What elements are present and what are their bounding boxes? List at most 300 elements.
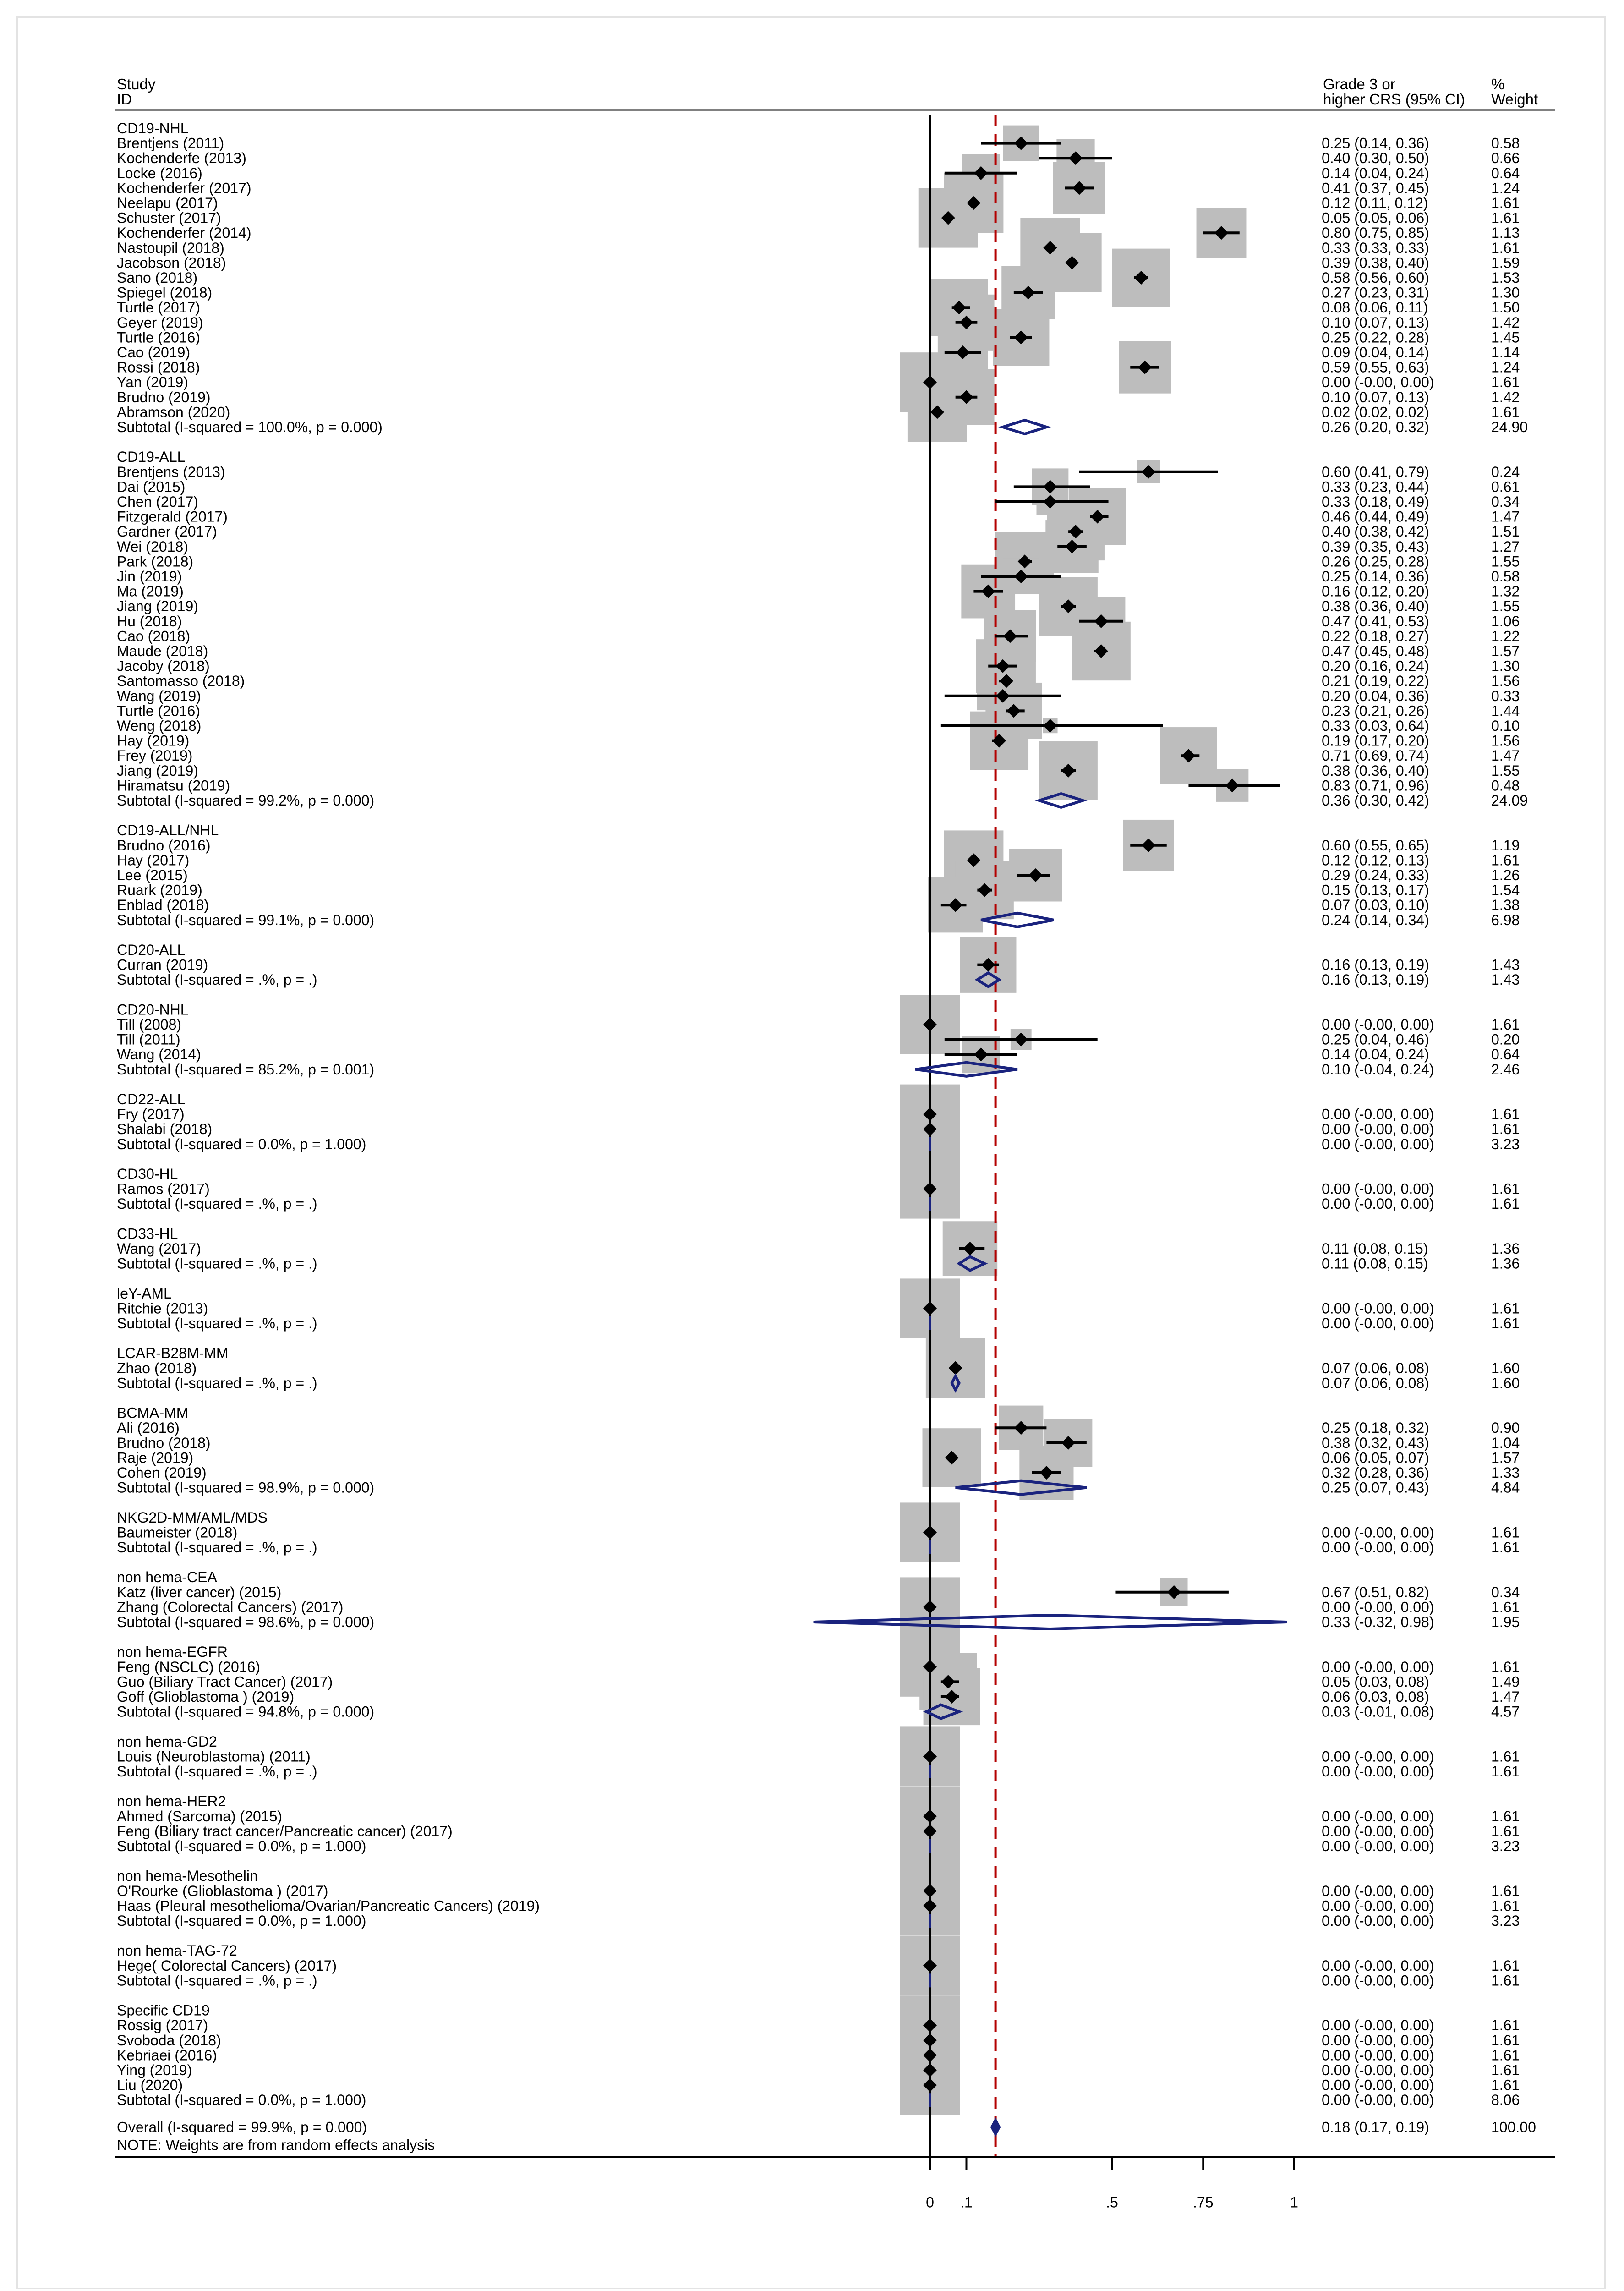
study-label: Hege( Colorectal Cancers) (2017) xyxy=(117,1957,337,1974)
study-weight: 1.45 xyxy=(1491,329,1520,346)
study-ci: 0.10 (0.07, 0.13) xyxy=(1322,389,1429,406)
study-label: Jiang (2019) xyxy=(117,598,198,615)
subtotal-weight: 1.43 xyxy=(1491,971,1520,988)
study-ci: 0.12 (0.12, 0.13) xyxy=(1322,852,1429,869)
study-label: Weng (2018) xyxy=(117,718,202,734)
study-ci: 0.00 (-0.00, 0.00) xyxy=(1322,374,1434,391)
study-label: Wei (2018) xyxy=(117,538,188,555)
study-ci: 0.60 (0.55, 0.65) xyxy=(1322,837,1429,854)
study-ci: 0.05 (0.03, 0.08) xyxy=(1322,1673,1429,1690)
group-heading: non hema-EGFR xyxy=(117,1644,228,1661)
study-label: Raje (2019) xyxy=(117,1449,194,1466)
study-label: Fry (2017) xyxy=(117,1106,185,1123)
study-label: Schuster (2017) xyxy=(117,209,221,226)
subtotal-weight: 24.90 xyxy=(1491,419,1528,435)
x-tick-label: 0 xyxy=(926,2194,934,2211)
study-ci: 0.00 (-0.00, 0.00) xyxy=(1322,1882,1434,1899)
study-ci: 0.32 (0.28, 0.36) xyxy=(1322,1464,1429,1481)
subtotal-ci: 0.03 (-0.01, 0.08) xyxy=(1322,1703,1434,1720)
study-ci: 0.47 (0.41, 0.53) xyxy=(1322,613,1429,630)
subtotal-label: Subtotal (I-squared = .%, p = .) xyxy=(117,1763,317,1780)
study-label: Goff (Glioblastoma ) (2019) xyxy=(117,1688,295,1705)
group-heading: BCMA-MM xyxy=(117,1404,189,1421)
study-label: Ritchie (2013) xyxy=(117,1300,208,1317)
subtotal-weight: 4.84 xyxy=(1491,1479,1520,1496)
study-ci: 0.15 (0.13, 0.17) xyxy=(1322,882,1429,899)
subtotal-label: Subtotal (I-squared = 98.9%, p = 0.000) xyxy=(117,1479,375,1496)
study-weight: 1.61 xyxy=(1491,1658,1520,1675)
study-ci: 0.00 (-0.00, 0.00) xyxy=(1322,2032,1434,2049)
header-effect-label-2: higher CRS (95% CI) xyxy=(1323,91,1465,108)
study-ci: 0.80 (0.75, 0.85) xyxy=(1322,225,1429,241)
subtotal-ci: 0.10 (-0.04, 0.24) xyxy=(1322,1061,1434,1078)
study-label: Frey (2019) xyxy=(117,747,193,764)
study-ci: 0.38 (0.36, 0.40) xyxy=(1322,598,1429,615)
study-weight: 1.54 xyxy=(1491,882,1520,899)
subtotal-ci: 0.00 (-0.00, 0.00) xyxy=(1322,1763,1434,1780)
study-weight: 1.57 xyxy=(1491,643,1520,659)
subtotal-label: Subtotal (I-squared = .%, p = .) xyxy=(117,971,317,988)
study-weight: 1.61 xyxy=(1491,2077,1520,2094)
study-weight: 0.61 xyxy=(1491,478,1520,495)
study-label: Kebriaei (2016) xyxy=(117,2047,217,2064)
study-label: Chen (2017) xyxy=(117,493,198,510)
study-ci: 0.00 (-0.00, 0.00) xyxy=(1322,1748,1434,1765)
study-ci: 0.00 (-0.00, 0.00) xyxy=(1322,1180,1434,1197)
study-label: Rossig (2017) xyxy=(117,2017,208,2034)
study-weight: 1.59 xyxy=(1491,254,1520,271)
study-weight: 1.61 xyxy=(1491,1121,1520,1138)
study-ci: 0.07 (0.06, 0.08) xyxy=(1322,1359,1429,1376)
subtotal-weight: 3.23 xyxy=(1491,1913,1520,1929)
subtotal-weight: 3.23 xyxy=(1491,1135,1520,1152)
subtotal-ci: 0.00 (-0.00, 0.00) xyxy=(1322,1972,1434,1989)
study-label: Abramson (2020) xyxy=(117,404,230,421)
study-ci: 0.39 (0.35, 0.43) xyxy=(1322,538,1429,555)
subtotal-weight: 24.09 xyxy=(1491,792,1528,809)
subtotal-ci: 0.25 (0.07, 0.43) xyxy=(1322,1479,1429,1496)
study-ci: 0.46 (0.44, 0.49) xyxy=(1322,508,1429,525)
study-label: Ruark (2019) xyxy=(117,882,202,899)
study-weight: 1.61 xyxy=(1491,1016,1520,1033)
study-weight: 1.61 xyxy=(1491,239,1520,256)
overall-label: Overall (I-squared = 99.9%, p = 0.000) xyxy=(117,2119,367,2136)
study-weight: 1.36 xyxy=(1491,1240,1520,1257)
group-heading: CD20-NHL xyxy=(117,1001,189,1018)
study-label: Rossi (2018) xyxy=(117,359,200,376)
study-weight: 1.47 xyxy=(1491,747,1520,764)
study-weight: 1.61 xyxy=(1491,195,1520,211)
study-weight: 1.32 xyxy=(1491,583,1520,600)
study-label: Jin (2019) xyxy=(117,568,182,585)
study-label: Brentjens (2013) xyxy=(117,463,225,480)
study-weight: 1.42 xyxy=(1491,389,1520,406)
study-weight: 1.14 xyxy=(1491,344,1520,361)
study-label: Turtle (2016) xyxy=(117,329,200,346)
study-weight: 1.13 xyxy=(1491,225,1520,241)
subtotal-label: Subtotal (I-squared = 98.6%, p = 0.000) xyxy=(117,1614,375,1630)
study-ci: 0.33 (0.33, 0.33) xyxy=(1322,239,1429,256)
subtotal-label: Subtotal (I-squared = 99.1%, p = 0.000) xyxy=(117,911,375,928)
study-ci: 0.00 (-0.00, 0.00) xyxy=(1322,1957,1434,1974)
study-ci: 0.12 (0.11, 0.12) xyxy=(1322,195,1428,211)
study-label: Geyer (2019) xyxy=(117,314,203,331)
group-heading: non hema-Mesothelin xyxy=(117,1868,258,1885)
header-study-label: Study xyxy=(117,76,156,93)
subtotal-diamond xyxy=(814,1615,1287,1629)
header xyxy=(117,76,1538,108)
overall-weight: 100.00 xyxy=(1491,2119,1536,2136)
study-ci: 0.00 (-0.00, 0.00) xyxy=(1322,2062,1434,2078)
group-heading: leY-AML xyxy=(117,1285,172,1302)
study-ci: 0.27 (0.23, 0.31) xyxy=(1322,284,1429,301)
study-weight: 0.58 xyxy=(1491,135,1520,152)
study-ci: 0.00 (-0.00, 0.00) xyxy=(1322,1897,1434,1914)
study-ci: 0.16 (0.12, 0.20) xyxy=(1322,583,1429,600)
study-ci: 0.00 (-0.00, 0.00) xyxy=(1322,1106,1434,1123)
study-weight: 1.43 xyxy=(1491,956,1520,973)
study-weight: 1.26 xyxy=(1491,867,1520,883)
study-ci: 0.00 (-0.00, 0.00) xyxy=(1322,1016,1434,1033)
study-ci: 0.59 (0.55, 0.63) xyxy=(1322,359,1429,376)
study-ci: 0.29 (0.24, 0.33) xyxy=(1322,867,1429,883)
subtotal-ci: 0.16 (0.13, 0.19) xyxy=(1322,971,1429,988)
study-weight: 1.61 xyxy=(1491,2062,1520,2078)
study-ci: 0.10 (0.07, 0.13) xyxy=(1322,314,1429,331)
study-label: Katz (liver cancer) (2015) xyxy=(117,1584,282,1600)
study-label: Kochenderfer (2014) xyxy=(117,225,252,241)
study-label: Fitzgerald (2017) xyxy=(117,508,228,525)
study-ci: 0.41 (0.37, 0.45) xyxy=(1322,180,1429,197)
study-weight: 1.30 xyxy=(1491,658,1520,674)
study-label: Svoboda (2018) xyxy=(117,2032,221,2049)
study-label: Baumeister (2018) xyxy=(117,1524,238,1541)
subtotal-ci: 0.00 (-0.00, 0.00) xyxy=(1322,1913,1434,1929)
group-heading: CD22-ALL xyxy=(117,1091,186,1107)
study-ci: 0.33 (0.18, 0.49) xyxy=(1322,493,1429,510)
group-heading: CD19-ALL/NHL xyxy=(117,822,219,839)
study-ci: 0.25 (0.04, 0.46) xyxy=(1322,1031,1429,1048)
group-heading: CD19-NHL xyxy=(117,120,189,137)
study-ci: 0.08 (0.06, 0.11) xyxy=(1322,299,1428,316)
study-weight: 0.33 xyxy=(1491,687,1520,704)
study-ci: 0.25 (0.14, 0.36) xyxy=(1322,135,1429,152)
subtotal-weight: 1.61 xyxy=(1491,1315,1520,1332)
study-label: Jacoby (2018) xyxy=(117,658,210,674)
weights-note: NOTE: Weights are from random effects analysis xyxy=(117,2137,435,2154)
subtotal-ci: 0.11 (0.08, 0.15) xyxy=(1322,1255,1428,1272)
study-label: O'Rourke (Glioblastoma ) (2017) xyxy=(117,1882,328,1899)
study-weight: 0.34 xyxy=(1491,1584,1520,1600)
study-ci: 0.33 (0.23, 0.44) xyxy=(1322,478,1429,495)
study-weight: 1.60 xyxy=(1491,1359,1520,1376)
subtotal-weight: 1.61 xyxy=(1491,1195,1520,1212)
x-tick-label: 1 xyxy=(1290,2194,1298,2211)
study-label: Hiramatsu (2019) xyxy=(117,777,230,794)
study-label: Brentjens (2011) xyxy=(117,135,224,152)
study-ci: 0.09 (0.04, 0.14) xyxy=(1322,344,1429,361)
group-heading: non hema-TAG-72 xyxy=(117,1942,237,1959)
subtotal-weight: 1.60 xyxy=(1491,1375,1520,1392)
row-labels xyxy=(117,120,1536,2153)
study-weight: 1.22 xyxy=(1491,628,1520,645)
study-ci: 0.14 (0.04, 0.24) xyxy=(1322,164,1429,181)
study-label: Maude (2018) xyxy=(117,643,208,659)
study-ci: 0.00 (-0.00, 0.00) xyxy=(1322,1121,1434,1138)
x-tick-label: .5 xyxy=(1106,2194,1118,2211)
study-label: Wang (2014) xyxy=(117,1046,201,1063)
study-weight: 1.19 xyxy=(1491,837,1520,854)
study-weight: 1.55 xyxy=(1491,762,1520,779)
subtotal-label: Subtotal (I-squared = .%, p = .) xyxy=(117,1375,317,1392)
study-weight: 0.10 xyxy=(1491,718,1520,734)
study-ci: 0.16 (0.13, 0.19) xyxy=(1322,956,1429,973)
study-ci: 0.40 (0.38, 0.42) xyxy=(1322,523,1429,540)
study-ci: 0.83 (0.71, 0.96) xyxy=(1322,777,1429,794)
overall-ci: 0.18 (0.17, 0.19) xyxy=(1322,2119,1429,2136)
study-ci: 0.71 (0.69, 0.74) xyxy=(1322,747,1429,764)
study-weight: 1.44 xyxy=(1491,702,1520,719)
subtotal-ci: 0.00 (-0.00, 0.00) xyxy=(1322,1838,1434,1854)
subtotal-label: Subtotal (I-squared = 99.2%, p = 0.000) xyxy=(117,792,375,809)
subtotal-ci: 0.07 (0.06, 0.08) xyxy=(1322,1375,1429,1392)
study-ci: 0.06 (0.03, 0.08) xyxy=(1322,1688,1429,1705)
study-weight: 1.61 xyxy=(1491,1300,1520,1317)
subtotal-weight: 3.23 xyxy=(1491,1838,1520,1854)
group-heading: non hema-CEA xyxy=(117,1569,217,1586)
header-effect-label: Grade 3 or xyxy=(1323,76,1395,93)
subtotal-label: Subtotal (I-squared = .%, p = .) xyxy=(117,1972,317,1989)
study-label: Curran (2019) xyxy=(117,956,208,973)
header-weight-label: % xyxy=(1491,76,1505,93)
study-weight: 1.61 xyxy=(1491,1180,1520,1197)
group-heading: non hema-HER2 xyxy=(117,1793,226,1810)
study-weight: 1.55 xyxy=(1491,553,1520,570)
study-weight: 1.61 xyxy=(1491,1524,1520,1541)
study-weight: 1.61 xyxy=(1491,374,1520,391)
study-ci: 0.11 (0.08, 0.15) xyxy=(1322,1240,1428,1257)
study-label: Hay (2017) xyxy=(117,852,190,869)
study-label: Cohen (2019) xyxy=(117,1464,207,1481)
subtotal-label: Subtotal (I-squared = 0.0%, p = 1.000) xyxy=(117,1135,366,1152)
study-label: Brudno (2016) xyxy=(117,837,211,854)
study-weight: 1.38 xyxy=(1491,897,1520,914)
subtotal-weight: 4.57 xyxy=(1491,1703,1520,1720)
study-ci: 0.38 (0.36, 0.40) xyxy=(1322,762,1429,779)
study-ci: 0.20 (0.16, 0.24) xyxy=(1322,658,1429,674)
subtotal-label: Subtotal (I-squared = 94.8%, p = 0.000) xyxy=(117,1703,375,1720)
study-label: Neelapu (2017) xyxy=(117,195,218,211)
study-weight: 1.61 xyxy=(1491,1808,1520,1825)
study-label: Feng (NSCLC) (2016) xyxy=(117,1658,260,1675)
study-weight: 1.61 xyxy=(1491,852,1520,869)
study-weight: 1.55 xyxy=(1491,598,1520,615)
study-weight: 1.47 xyxy=(1491,1688,1520,1705)
study-ci: 0.39 (0.38, 0.40) xyxy=(1322,254,1429,271)
group-heading: non hema-GD2 xyxy=(117,1733,217,1750)
subtotal-ci: 0.00 (-0.00, 0.00) xyxy=(1322,1539,1434,1556)
study-label: Sano (2018) xyxy=(117,269,198,286)
study-label: Ramos (2017) xyxy=(117,1180,210,1197)
study-ci: 0.00 (-0.00, 0.00) xyxy=(1322,2017,1434,2034)
study-ci: 0.25 (0.14, 0.36) xyxy=(1322,568,1429,585)
study-weight: 1.61 xyxy=(1491,1748,1520,1765)
subtotal-weight: 8.06 xyxy=(1491,2092,1520,2109)
study-label: Guo (Biliary Tract Cancer) (2017) xyxy=(117,1673,333,1690)
subtotal-weight: 1.36 xyxy=(1491,1255,1520,1272)
study-weight: 1.56 xyxy=(1491,732,1520,749)
study-weight: 0.20 xyxy=(1491,1031,1520,1048)
study-ci: 0.33 (0.03, 0.64) xyxy=(1322,718,1429,734)
study-weight: 0.34 xyxy=(1491,493,1520,510)
study-label: Kochenderfe (2013) xyxy=(117,150,246,167)
study-ci: 0.23 (0.21, 0.26) xyxy=(1322,702,1429,719)
study-label: Jacobson (2018) xyxy=(117,254,226,271)
subtotal-weight: 1.61 xyxy=(1491,1972,1520,1989)
subtotal-weight: 1.61 xyxy=(1491,1763,1520,1780)
study-weight: 0.90 xyxy=(1491,1420,1520,1436)
subtotal-label: Subtotal (I-squared = .%, p = .) xyxy=(117,1539,317,1556)
subtotal-weight: 1.95 xyxy=(1491,1614,1520,1630)
study-weight: 1.61 xyxy=(1491,209,1520,226)
subtotal-weight: 2.46 xyxy=(1491,1061,1520,1078)
study-label: Kochenderfer (2017) xyxy=(117,180,252,197)
study-ci: 0.00 (-0.00, 0.00) xyxy=(1322,2047,1434,2064)
subtotal-label: Subtotal (I-squared = 0.0%, p = 1.000) xyxy=(117,1913,366,1929)
group-heading: NKG2D-MM/AML/MDS xyxy=(117,1509,268,1526)
study-ci: 0.26 (0.25, 0.28) xyxy=(1322,553,1429,570)
study-weight: 1.04 xyxy=(1491,1434,1520,1451)
study-label: Nastoupil (2018) xyxy=(117,239,224,256)
study-ci: 0.00 (-0.00, 0.00) xyxy=(1322,1808,1434,1825)
study-label: Zhao (2018) xyxy=(117,1359,197,1376)
study-weight: 1.61 xyxy=(1491,2047,1520,2064)
study-ci: 0.00 (-0.00, 0.00) xyxy=(1322,2077,1434,2094)
x-tick-label: .1 xyxy=(960,2194,973,2211)
x-tick-label: .75 xyxy=(1193,2194,1214,2211)
study-weight: 1.30 xyxy=(1491,284,1520,301)
study-label: Hay (2019) xyxy=(117,732,190,749)
study-weight: 1.61 xyxy=(1491,2032,1520,2049)
group-heading: CD33-HL xyxy=(117,1225,178,1242)
study-ci: 0.00 (-0.00, 0.00) xyxy=(1322,1658,1434,1675)
study-ci: 0.14 (0.04, 0.24) xyxy=(1322,1046,1429,1063)
study-label: Haas (Pleural mesothelioma/Ovarian/Pancreatic Cancers) (2019) xyxy=(117,1897,540,1914)
study-ci: 0.21 (0.19, 0.22) xyxy=(1322,673,1429,690)
study-label: Lee (2015) xyxy=(117,867,188,883)
study-label: Locke (2016) xyxy=(117,164,202,181)
study-ci: 0.25 (0.18, 0.32) xyxy=(1322,1420,1429,1436)
study-label: Cao (2019) xyxy=(117,344,191,361)
study-weight: 1.61 xyxy=(1491,1882,1520,1899)
study-weight: 1.53 xyxy=(1491,269,1520,286)
study-label: Hu (2018) xyxy=(117,613,182,630)
subtotal-label: Subtotal (I-squared = .%, p = .) xyxy=(117,1195,317,1212)
study-weight: 1.61 xyxy=(1491,404,1520,421)
study-ci: 0.47 (0.45, 0.48) xyxy=(1322,643,1429,659)
study-weight: 1.47 xyxy=(1491,508,1520,525)
study-ci: 0.07 (0.03, 0.10) xyxy=(1322,897,1429,914)
study-weight: 1.06 xyxy=(1491,613,1520,630)
study-weight: 0.64 xyxy=(1491,1046,1520,1063)
subtotal-diamond xyxy=(1003,420,1046,434)
study-weight: 0.58 xyxy=(1491,568,1520,585)
subtotal-ci: 0.00 (-0.00, 0.00) xyxy=(1322,1135,1434,1152)
study-label: Turtle (2017) xyxy=(117,299,200,316)
study-weight: 1.42 xyxy=(1491,314,1520,331)
group-heading: CD30-HL xyxy=(117,1166,178,1182)
study-weight: 1.57 xyxy=(1491,1449,1520,1466)
group-heading: LCAR-B28M-MM xyxy=(117,1345,229,1362)
subtotal-label: Subtotal (I-squared = 0.0%, p = 1.000) xyxy=(117,2092,366,2109)
header-weight-label-2: Weight xyxy=(1491,91,1538,108)
subtotal-label: Subtotal (I-squared = .%, p = .) xyxy=(117,1315,317,1332)
study-weight: 1.56 xyxy=(1491,673,1520,690)
study-ci: 0.00 (-0.00, 0.00) xyxy=(1322,1524,1434,1541)
study-label: Till (2008) xyxy=(117,1016,182,1033)
study-ci: 0.58 (0.56, 0.60) xyxy=(1322,269,1429,286)
study-label: Feng (Biliary tract cancer/Pancreatic cancer) (2017) xyxy=(117,1823,453,1840)
subtotal-ci: 0.33 (-0.32, 0.98) xyxy=(1322,1614,1434,1630)
study-ci: 0.06 (0.05, 0.07) xyxy=(1322,1449,1429,1466)
study-label: Turtle (2016) xyxy=(117,702,200,719)
group-heading: CD19-ALL xyxy=(117,449,186,466)
study-label: Shalabi (2018) xyxy=(117,1121,213,1138)
study-ci: 0.02 (0.02, 0.02) xyxy=(1322,404,1429,421)
study-ci: 0.05 (0.05, 0.06) xyxy=(1322,209,1429,226)
group-heading: Specific CD19 xyxy=(117,2002,210,2019)
header-id-label: ID xyxy=(117,91,132,108)
study-label: Brudno (2018) xyxy=(117,1434,211,1451)
study-label: Liu (2020) xyxy=(117,2077,183,2094)
study-weight: 1.61 xyxy=(1491,1897,1520,1914)
study-ci: 0.00 (-0.00, 0.00) xyxy=(1322,1599,1434,1616)
study-ci: 0.20 (0.04, 0.36) xyxy=(1322,687,1429,704)
subtotal-ci: 0.00 (-0.00, 0.00) xyxy=(1322,2092,1434,2109)
study-label: Till (2011) xyxy=(117,1031,180,1048)
subtotal-weight: 6.98 xyxy=(1491,911,1520,928)
study-weight: 0.66 xyxy=(1491,150,1520,167)
study-label: Wang (2017) xyxy=(117,1240,201,1257)
overall-diamond xyxy=(992,2120,999,2134)
x-axis xyxy=(115,2157,1555,2210)
subtotal-label: Subtotal (I-squared = 0.0%, p = 1.000) xyxy=(117,1838,366,1854)
study-label: Enblad (2018) xyxy=(117,897,209,914)
study-weight: 1.61 xyxy=(1491,1957,1520,1974)
study-weight: 1.24 xyxy=(1491,180,1520,197)
study-ci: 0.67 (0.51, 0.82) xyxy=(1322,1584,1429,1600)
study-ci: 0.00 (-0.00, 0.00) xyxy=(1322,1300,1434,1317)
subtotal-ci: 0.36 (0.30, 0.42) xyxy=(1322,792,1429,809)
subtotal-label: Subtotal (I-squared = 100.0%, p = 0.000) xyxy=(117,419,383,435)
study-label: Santomasso (2018) xyxy=(117,673,245,690)
study-ci: 0.00 (-0.00, 0.00) xyxy=(1322,1823,1434,1840)
study-ci: 0.60 (0.41, 0.79) xyxy=(1322,463,1429,480)
study-ci: 0.22 (0.18, 0.27) xyxy=(1322,628,1429,645)
study-weight-boxes xyxy=(900,126,1248,2115)
study-weight: 0.64 xyxy=(1491,164,1520,181)
subtotal-ci: 0.00 (-0.00, 0.00) xyxy=(1322,1195,1434,1212)
study-ci: 0.38 (0.32, 0.43) xyxy=(1322,1434,1429,1451)
study-marks xyxy=(814,137,1287,2134)
study-label: Yan (2019) xyxy=(117,374,188,391)
study-label: Zhang (Colorectal Cancers) (2017) xyxy=(117,1599,344,1616)
study-label: Ali (2016) xyxy=(117,1420,180,1436)
study-weight: 0.48 xyxy=(1491,777,1520,794)
group-heading: CD20-ALL xyxy=(117,942,186,958)
subtotal-label: Subtotal (I-squared = 85.2%, p = 0.001) xyxy=(117,1061,375,1078)
study-label: Louis (Neuroblastoma) (2011) xyxy=(117,1748,311,1765)
